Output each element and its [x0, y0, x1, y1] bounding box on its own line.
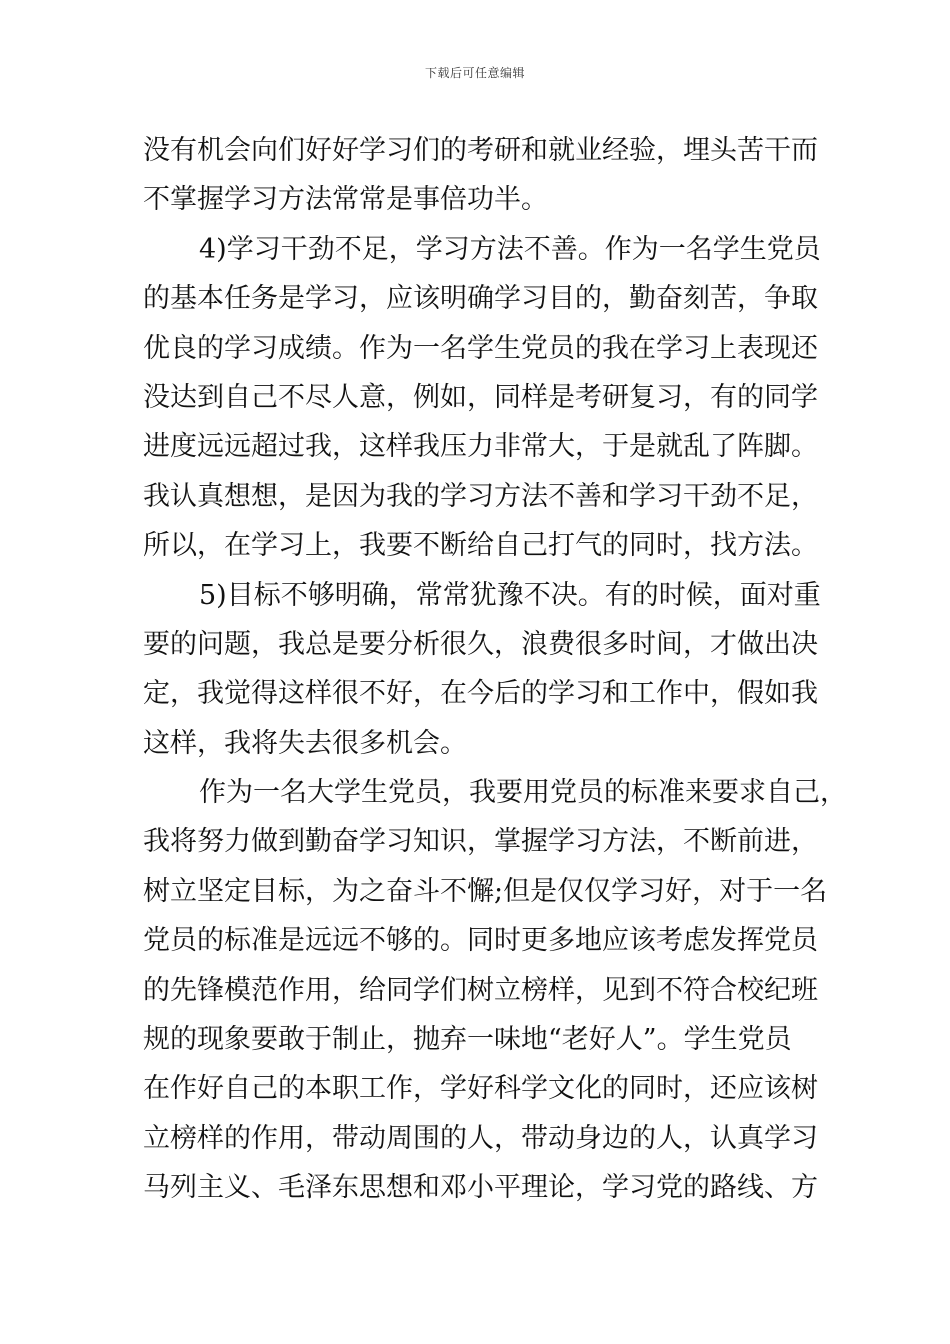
text-line: 这样，我将失去很多机会。	[143, 727, 467, 759]
text-line: 马列主义、毛泽东思想和邓小平理论，学习党的路线、方	[143, 1172, 818, 1204]
text-line: 的基本任务是学习，应该明确学习目的，勤奋刻苦，争取	[143, 283, 818, 315]
text-line: 定，我觉得这样很不好，在今后的学习和工作中，假如我	[143, 678, 818, 710]
text-line: 不掌握学习方法常常是事倍功半。	[143, 184, 548, 216]
text-line: 我将努力做到勤奋学习知识，掌握学习方法，不断前进，	[143, 826, 818, 858]
text-line: 没达到自己不尽人意，例如，同样是考研复习，有的同学	[143, 381, 818, 413]
text-line: 树立坚定目标，为之奋斗不懈;但是仅仅学习好，对于一名	[143, 875, 828, 907]
text-line: 立榜样的作用，带动周围的人，带动身边的人，认真学习	[143, 1122, 818, 1154]
text-line: 5)目标不够明确，常常犹豫不决。有的时候，面对重	[199, 579, 821, 611]
document-body	[143, 126, 847, 1213]
text-line: 优良的学习成绩。作为一名学生党员的我在学习上表现还	[143, 332, 818, 364]
page-header-note: 下载后可任意编辑	[424, 66, 525, 80]
text-line: 要的问题，我总是要分析很久，浪费很多时间，才做出决	[143, 628, 818, 660]
text-line: 党员的标准是远远不够的。同时更多地应该考虑发挥党员	[143, 925, 818, 957]
text-line: 没有机会向们好好学习们的考研和就业经验，埋头苦干而	[143, 135, 818, 166]
text-line: 4)学习干劲不足，学习方法不善。作为一名学生党员	[199, 233, 821, 265]
text-line: 进度远远超过我，这样我压力非常大，于是就乱了阵脚。	[143, 431, 818, 463]
text-line: 在作好自己的本职工作，学好科学文化的同时，还应该树	[143, 1073, 818, 1105]
text-line: 我认真想想，是因为我的学习方法不善和学习干劲不足，	[143, 480, 818, 512]
text-line: 的先锋模范作用，给同学们树立榜样，见到不符合校纪班	[143, 974, 818, 1006]
text-line: 所以，在学习上，我要不断给自己打气的同时，找方法。	[143, 530, 818, 562]
text-line: 作为一名大学生党员，我要用党员的标准来要求自己，	[199, 777, 847, 809]
text-line: 规的现象要敢于制止，抛弃一味地“老好人”。学生党员	[143, 1024, 792, 1056]
